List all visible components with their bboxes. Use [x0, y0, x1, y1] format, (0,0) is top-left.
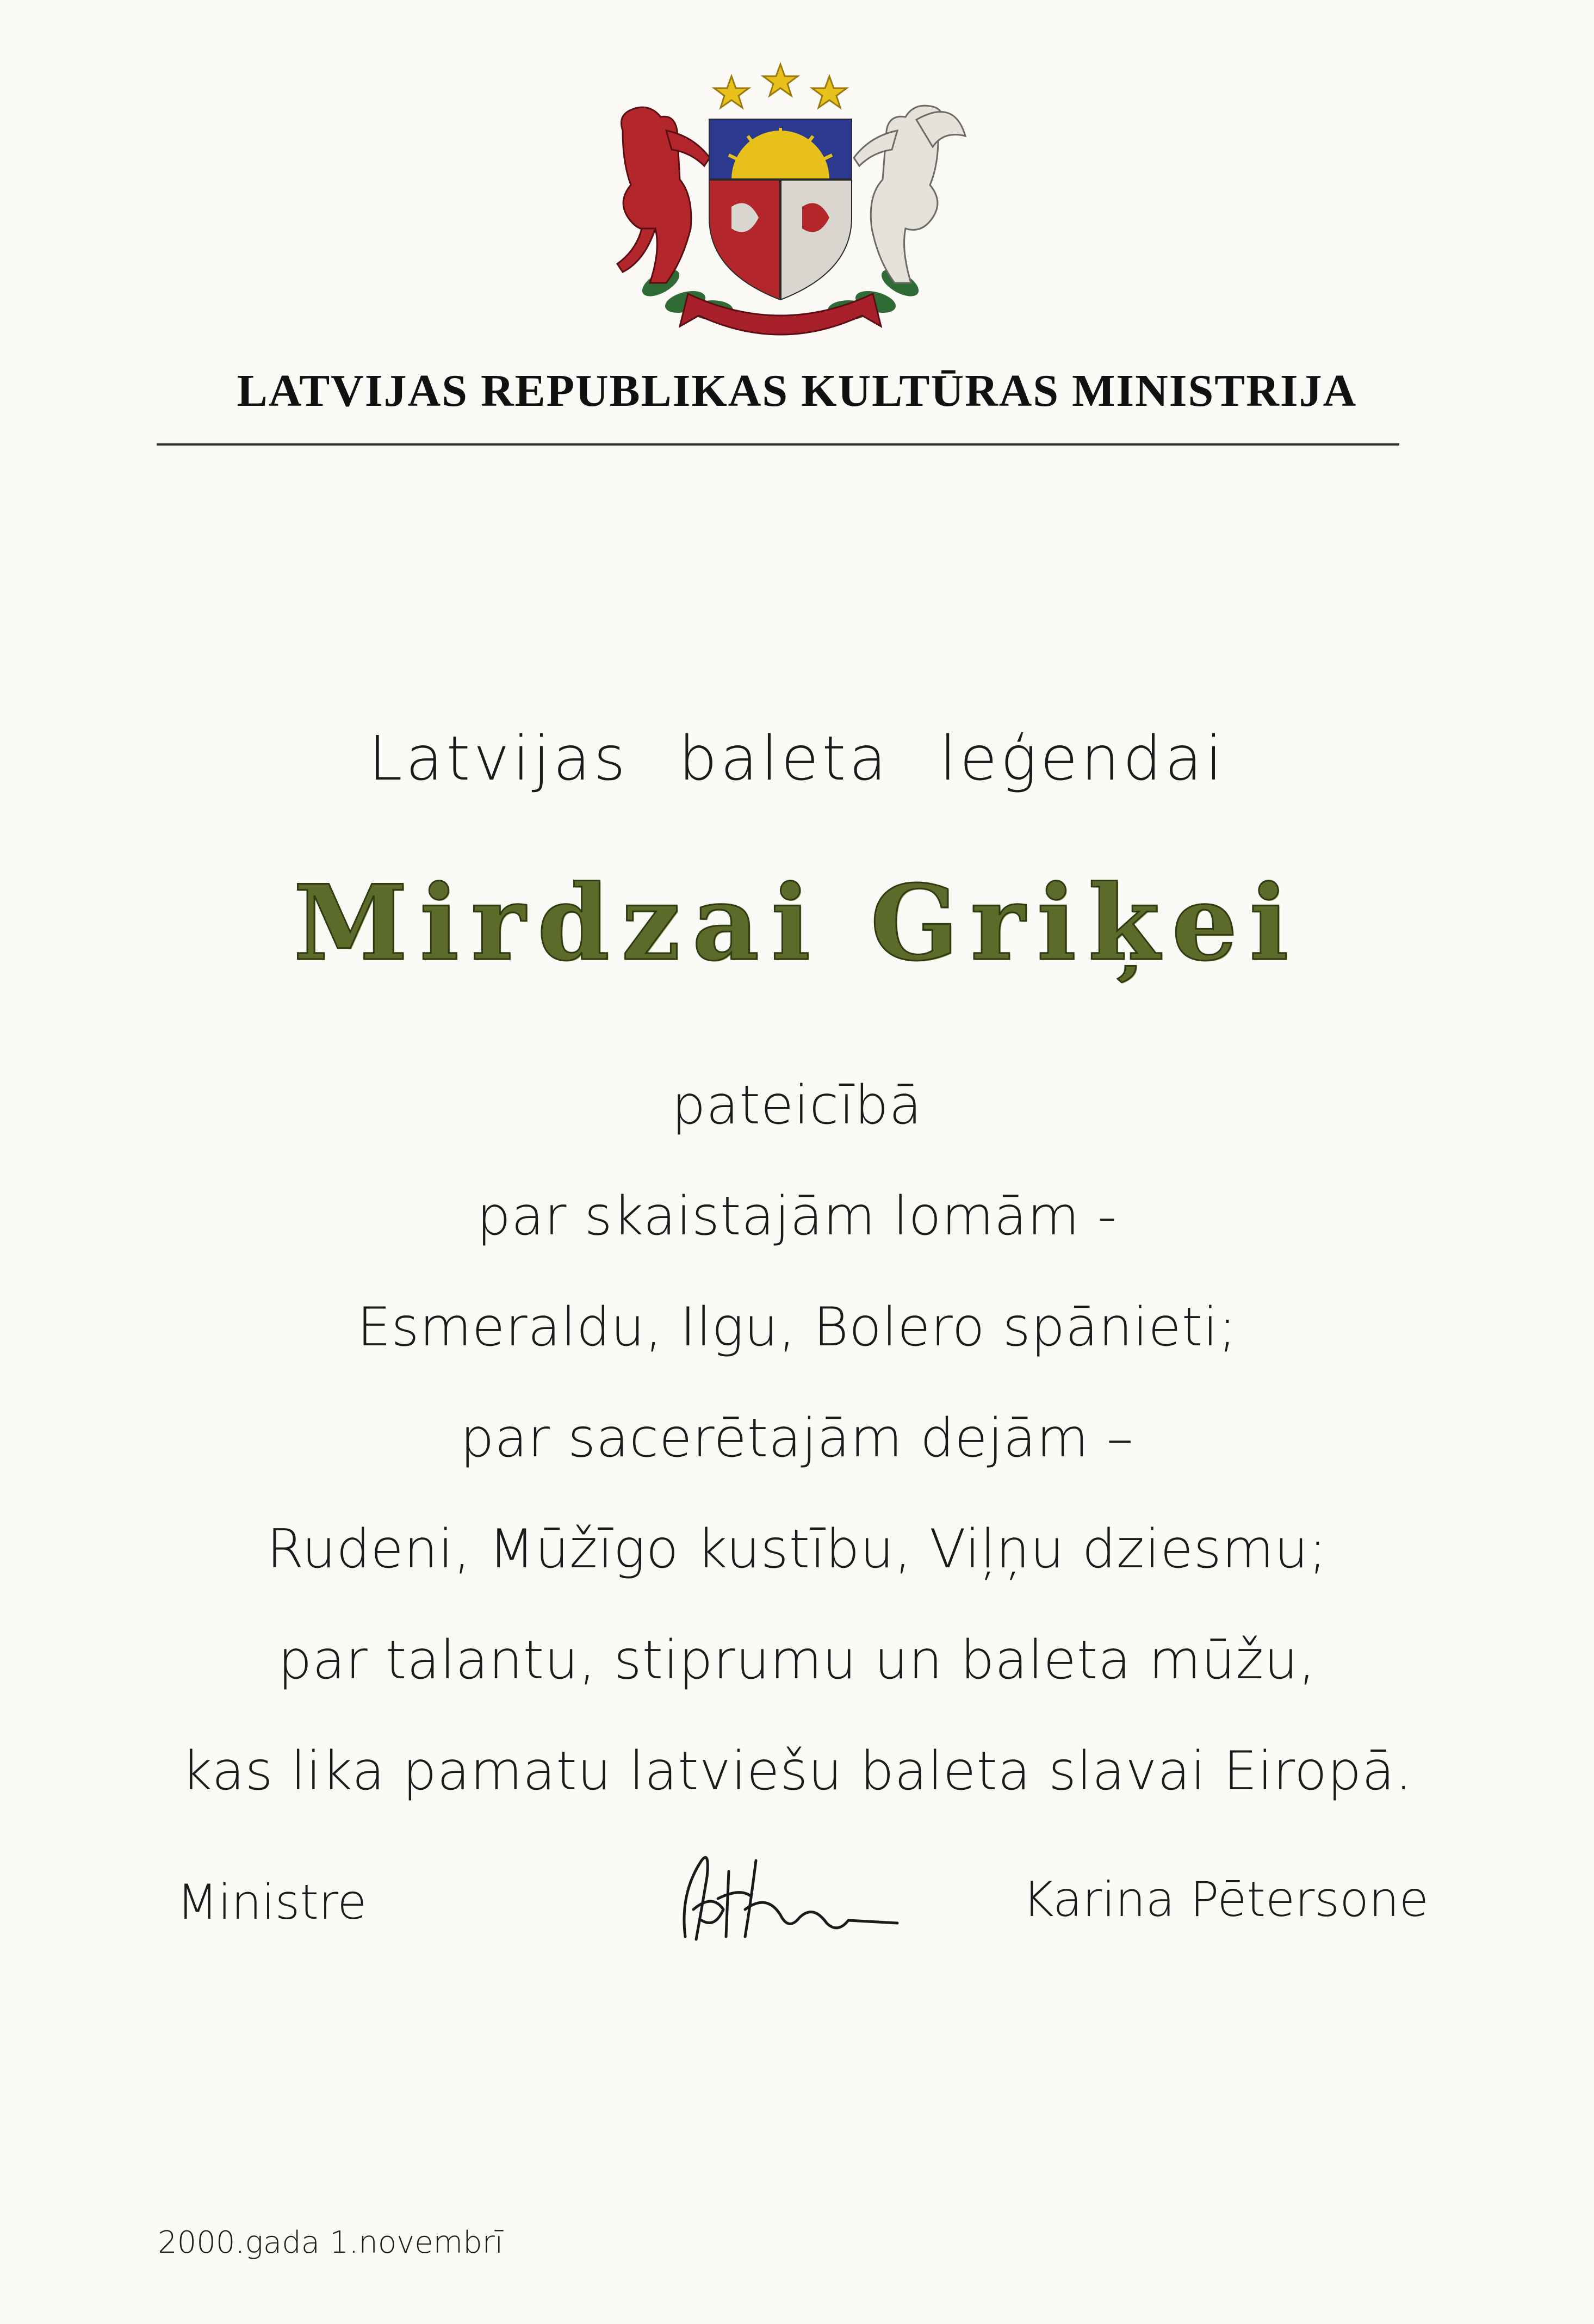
handwritten-signature — [663, 1828, 903, 1953]
dedication-text: Latvijas baleta leģendai — [368, 724, 1226, 794]
recipient-name: Mirdzai Griķei — [293, 862, 1301, 984]
gratitude-line: par skaistajām lomām - — [476, 1185, 1118, 1247]
gratitude-line: par sacerētajām dejām – — [460, 1407, 1134, 1469]
gratitude-line: Rudeni, Mūžīgo kustību, Viļņu dziesmu; — [266, 1518, 1328, 1580]
griffin-icon — [854, 106, 965, 283]
coat-of-arms-emblem — [585, 54, 976, 337]
issue-date: 2000.gada 1.novembrī — [158, 2225, 504, 2260]
shield-icon — [710, 120, 851, 299]
ministry-heading: LATVIJAS REPUBLIKAS KULTŪRAS MINISTRIJA — [237, 366, 1357, 416]
signer-name: Karina Pētersone — [1022, 1871, 1429, 1927]
signer-role: Ministre — [177, 1874, 367, 1930]
header-divider — [157, 443, 1399, 446]
gratitude-text — [0, 1050, 1594, 1827]
gratitude-line: par talantu, stiprumu un baleta mūžu, — [278, 1629, 1316, 1691]
stars-icon — [714, 64, 847, 108]
lion-icon — [617, 107, 710, 283]
gratitude-line: kas lika pamatu latviešu baleta slavai Eiropā. — [181, 1740, 1413, 1802]
gratitude-line: Esmeraldu, Ilgu, Bolero spānieti; — [357, 1296, 1237, 1358]
gratitude-line: pateicībā — [672, 1074, 922, 1136]
